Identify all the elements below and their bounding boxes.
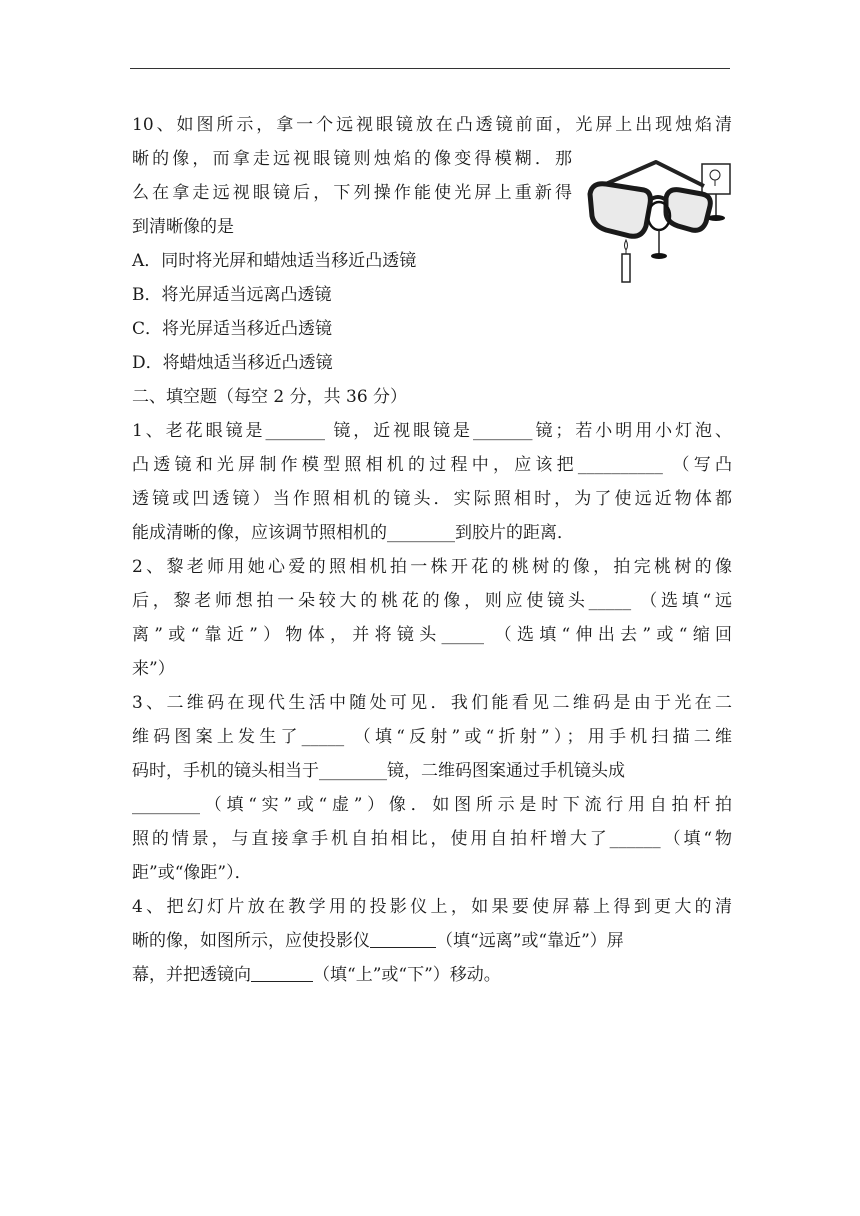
q4-line-3-part-a: 幕，并把透镜向 <box>132 965 251 985</box>
q1-line-2: 凸透镜和光屏制作模型照相机的过程中，应该把__________ （写凸 <box>132 455 732 475</box>
q4-line-1: 4、把幻灯片放在教学用的投影仪上，如果要使屏幕上得到更大的清 <box>132 897 732 917</box>
q2-line-3: 离”或“靠近”）物体，并将镜头_____ （选填“伸出去”或“缩回 <box>132 625 732 645</box>
q10-option-d: D．将蜡烛适当移近凸透镜 <box>132 353 333 373</box>
q4-line-2-part-b: （填“远离”或“靠近”）屏 <box>436 931 624 951</box>
q10-text-line-1: 10、如图所示，拿一个远视眼镜放在凸透镜前面，光屏上出现烛焰清 <box>132 115 732 135</box>
q1-line-1: 1、老花眼镜是_______ 镜，近视眼镜是_______镜；若小明用小灯泡、 <box>132 421 732 441</box>
q10-option-c: C．将光屏适当移近凸透镜 <box>132 319 333 339</box>
q4-line-3-part-b: （填“上”或“下”）移动。 <box>313 965 501 985</box>
header-rule <box>130 68 730 69</box>
q2-line-2: 后，黎老师想拍一朵较大的桃花的像，则应使镜头_____ （选填“远 <box>132 591 732 611</box>
glasses-lens-candle-screen-figure <box>586 156 736 288</box>
q1-line-3: 透镜或凹透镜）当作照相机的镜头．实际照相时，为了使远近物体都 <box>132 489 732 509</box>
q3-line-2: 维码图案上发生了_____ （填“反射”或“折射”）；用手机扫描二维 <box>132 727 732 747</box>
q3-line-5: 照的情景，与直接拿手机自拍相比，使用自拍杆增大了______（填“物 <box>132 829 732 849</box>
q3-line-1: 3、二维码在现代生活中随处可见．我们能看见二维码是由于光在二 <box>132 693 732 713</box>
q1-line-4: 能成清晰的像，应该调节照相机的________到胶片的距离． <box>132 523 574 543</box>
q10-text-line-4: 到清晰像的是 <box>132 217 234 237</box>
q3-line-6: 距”或“像距”）． <box>132 863 252 883</box>
section-2-title: 二、填空题（每空 2 分，共 36 分） <box>132 387 408 407</box>
q4-line-2 <box>132 924 732 958</box>
q10-text-line-2: 晰的像，而拿走远视眼镜则烛焰的像变得模糊．那 <box>132 149 572 169</box>
q4-line-2-part-a: 晰的像，如图所示，应使投影仪 <box>132 931 370 951</box>
q10-option-a: A．同时将光屏和蜡烛适当移近凸透镜 <box>132 251 417 271</box>
q10-text-line-3: 么在拿走远视眼镜后，下列操作能使光屏上重新得 <box>132 183 572 203</box>
q10-option-b: B．将光屏适当远离凸透镜 <box>132 285 332 305</box>
q4-blank-1 <box>370 927 436 948</box>
glasses-icon <box>586 156 736 288</box>
q2-line-4: 来”） <box>132 659 175 679</box>
q4-line-3 <box>132 958 732 992</box>
q2-line-1: 2、黎老师用她心爱的照相机拍一株开花的桃树的像，拍完桃树的像 <box>132 557 732 577</box>
q3-line-4: ________（填“实”或“虚”）像．如图所示是时下流行用自拍杆拍 <box>132 795 732 815</box>
q3-line-3: 码时，手机的镜头相当于________镜，二维码图案通过手机镜头成 <box>132 761 625 781</box>
q4-blank-2 <box>251 961 313 982</box>
